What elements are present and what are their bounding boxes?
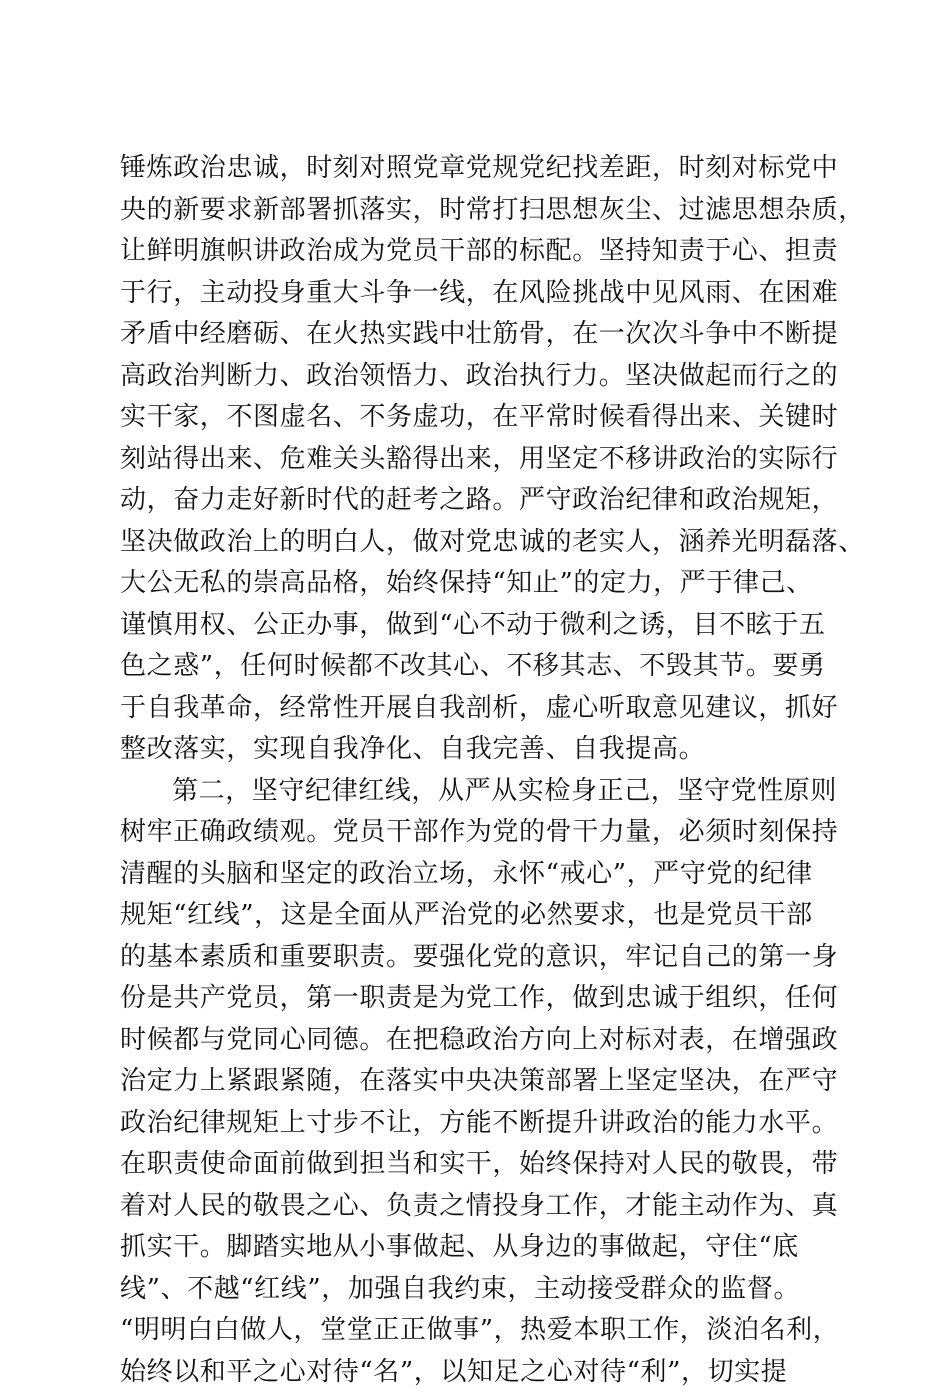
- text-line: 政治纪律规矩上寸步不让，方能不断提升讲政治的能力水平。: [120, 1103, 850, 1145]
- text-line: 锤炼政治忠诚，时刻对照党章党规党纪找差距，时刻对标党中: [120, 148, 850, 190]
- text-line: 在职责使命面前做到担当和实干，始终保持对人民的敬畏，带: [120, 1144, 850, 1186]
- text-line: 的基本素质和重要职责。要强化党的意识，牢记自己的第一身: [120, 937, 850, 979]
- text-line: 央的新要求新部署抓落实，时常打扫思想灰尘、过滤思想杂质，: [120, 190, 850, 232]
- text-line: “明明白白做人，堂堂正正做事”，热爱本职工作，淡泊名利，: [120, 1310, 850, 1352]
- text-line: 刻站得出来、危难关头豁得出来，用坚定不移讲政治的实际行: [120, 439, 850, 481]
- text-line: 让鲜明旗帜讲政治成为党员干部的标配。坚持知责于心、担责: [120, 231, 850, 273]
- text-line: 规矩“红线”，这是全面从严治党的必然要求，也是党员干部: [120, 895, 850, 937]
- text-line: 谨慎用权、公正办事，做到“心不动于微利之诱，目不眩于五: [120, 605, 850, 647]
- text-line: 时候都与党同心同德。在把稳政治方向上对标对表，在增强政: [120, 1020, 850, 1062]
- text-line: 色之惑”，任何时候都不改其心、不移其志、不毁其节。要勇: [120, 646, 850, 688]
- text-line: 着对人民的敬畏之心、负责之情投身工作，才能主动作为、真: [120, 1186, 850, 1228]
- text-line: 于自我革命，经常性开展自我剖析，虚心听取意见建议，抓好: [120, 688, 850, 730]
- text-line: 整改落实，实现自我净化、自我完善、自我提高。: [120, 729, 850, 771]
- text-line: 实干家，不图虚名、不务虚功，在平常时候看得出来、关键时: [120, 397, 850, 439]
- body-text: [120, 148, 850, 1393]
- text-line: 动，奋力走好新时代的赶考之路。严守政治纪律和政治规矩，: [120, 480, 850, 522]
- text-line: 高政治判断力、政治领悟力、政治执行力。坚决做起而行之的: [120, 356, 850, 398]
- text-line: 抓实干。脚踏实地从小事做起、从身边的事做起，守住“底: [120, 1227, 850, 1269]
- text-line: 清醒的头脑和坚定的政治立场，永怀“戒心”，严守党的纪律: [120, 854, 850, 896]
- paragraph-start-line: 第二，坚守纪律红线，从严从实检身正己，坚守党性原则: [120, 771, 850, 813]
- text-line: 始终以和平之心对待“名”，以知足之心对待“利”，切实提: [120, 1352, 850, 1393]
- text-line: 坚决做政治上的明白人，做对党忠诚的老实人，涵养光明磊落、: [120, 522, 850, 564]
- text-line: 线”、不越“红线”，加强自我约束，主动接受群众的监督。: [120, 1269, 850, 1311]
- text-line: 于行，主动投身重大斗争一线，在风险挑战中见风雨、在困难: [120, 273, 850, 315]
- text-line: 份是共产党员，第一职责是为党工作，做到忠诚于组织，任何: [120, 978, 850, 1020]
- text-line: 矛盾中经磨砺、在火热实践中壮筋骨，在一次次斗争中不断提: [120, 314, 850, 356]
- text-line: 树牢正确政绩观。党员干部作为党的骨干力量，必须时刻保持: [120, 812, 850, 854]
- text-line: 治定力上紧跟紧随，在落实中央决策部署上坚定坚决，在严守: [120, 1061, 850, 1103]
- text-line: 大公无私的崇高品格，始终保持“知止”的定力，严于律己、: [120, 563, 850, 605]
